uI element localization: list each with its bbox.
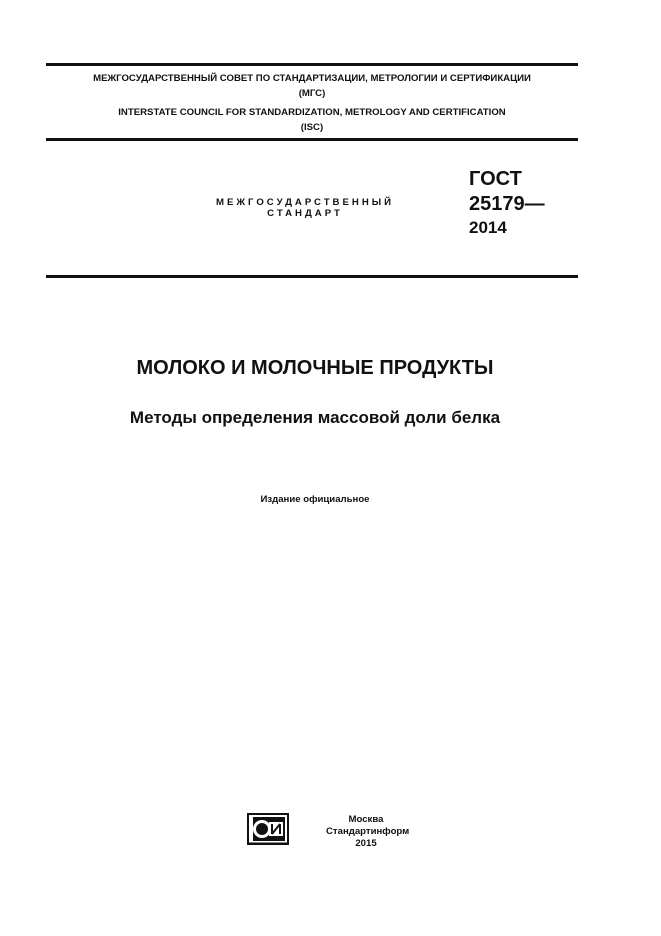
standard-type-line1: МЕЖГОСУДАРСТВЕННЫЙ <box>215 197 395 208</box>
council-abbr-ru: (МГС) <box>298 88 326 99</box>
top-rule <box>46 63 578 66</box>
gost-prefix: ГОСТ <box>469 168 522 190</box>
gost-year: 2014 <box>469 218 507 237</box>
gost-number: 25179— <box>469 193 545 215</box>
council-name-ru: МЕЖГОСУДАРСТВЕННЫЙ СОВЕТ ПО СТАНДАРТИЗАЦИИ, МЕТРОЛОГИИ И СЕРТИФИКАЦИИ <box>93 73 531 84</box>
publisher-block <box>326 814 410 850</box>
publisher-name: Стандартинформ <box>326 826 410 837</box>
gost-designation <box>469 167 545 217</box>
publisher-city: Москва <box>348 814 384 825</box>
standard-type-line2: СТАНДАРТ <box>267 208 343 219</box>
document-title: МОЛОКО И МОЛОЧНЫЕ ПРОДУКТЫ <box>136 357 494 379</box>
header-bottom-rule <box>46 138 578 141</box>
publisher-year: 2015 <box>355 838 377 849</box>
standard-type-label <box>190 197 420 219</box>
council-abbr-en: (ISC) <box>300 122 324 133</box>
council-header <box>46 71 578 135</box>
standartinform-logo-icon <box>247 813 289 845</box>
document-subtitle: Методы определения массовой доли белка <box>129 408 501 427</box>
council-name-en: INTERSTATE COUNCIL FOR STANDARDIZATION, METROLOGY AND CERTIFICATION <box>118 107 506 118</box>
designation-bottom-rule <box>46 275 578 278</box>
edition-label: Издание официальное <box>260 494 370 505</box>
